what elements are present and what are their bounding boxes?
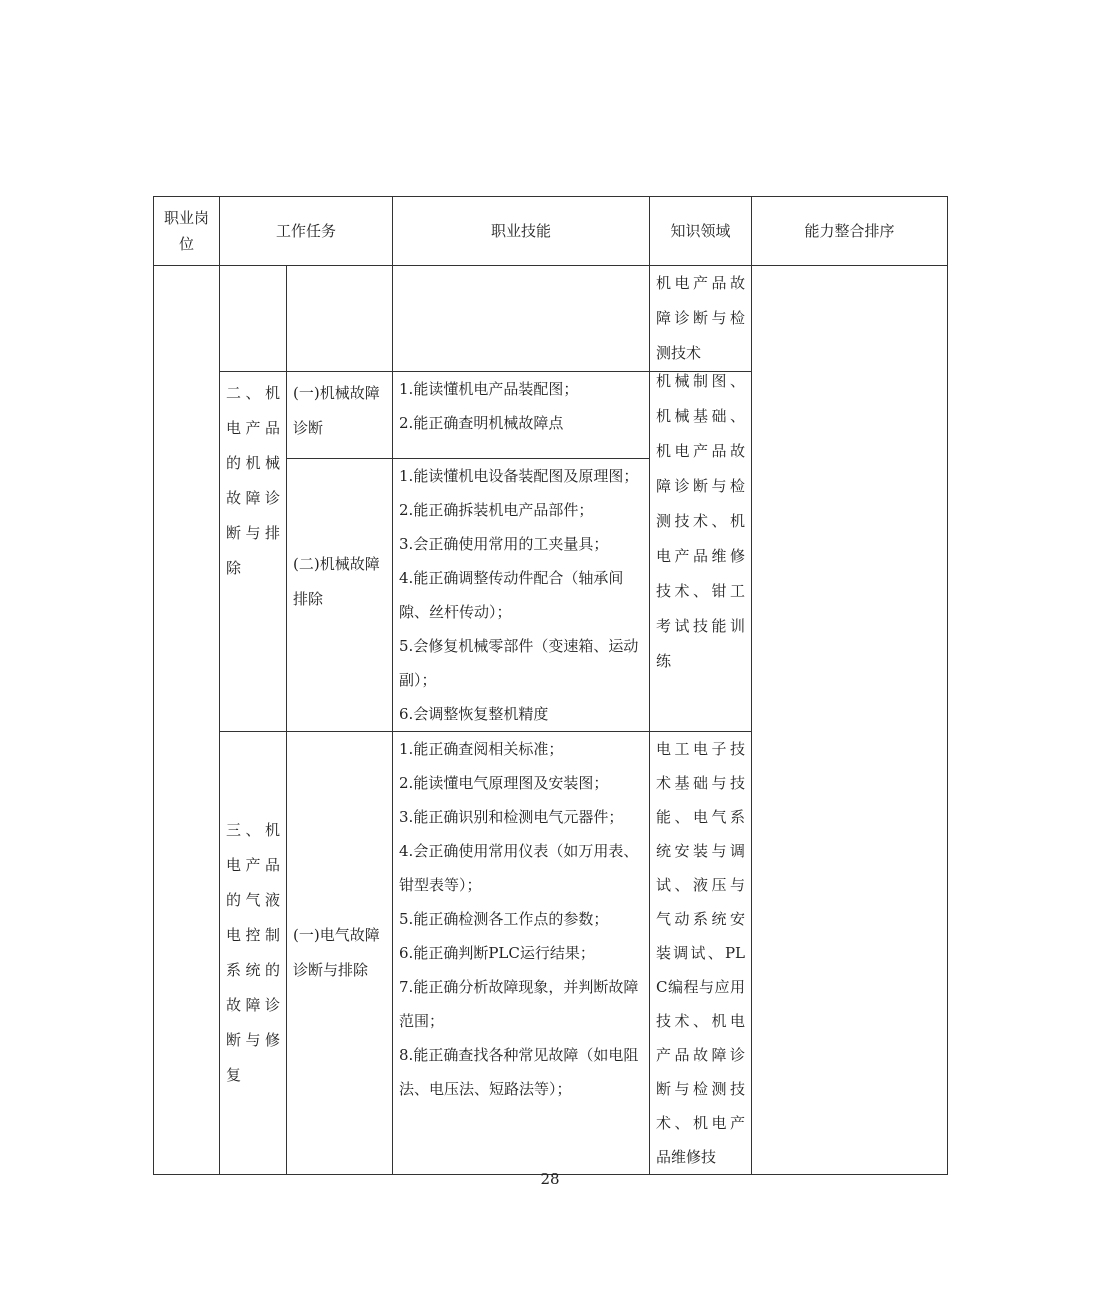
subtask-cell-continuation (287, 266, 393, 372)
position-cell (154, 266, 220, 1175)
skill-item: 7.能正确分析故障现象，并判断故障范围； (399, 978, 639, 1030)
knowledge-cell-group3: 电工电子技术基础与技能、电气系统安装与调试、液压与气动系统安装调试、PLC编程与应用技术、机电产品故障诊断与检测技术、机电产品维修技 (650, 732, 752, 1175)
skill-item: 5.能正确检测各工作点的参数； (399, 910, 609, 928)
table-row-continuation (154, 266, 948, 372)
task-cell-group2: 二、机电产品的机械故障诊断与排除 (220, 372, 287, 732)
header-ranking: 能力整合排序 (752, 197, 948, 266)
skills-cell-continuation (393, 266, 650, 372)
skills-cell-mech-diagnosis (393, 372, 650, 459)
skill-item: 3.能正确识别和检测电气元器件； (399, 808, 624, 826)
subtask-cell-mech-diagnosis: (一)机械故障诊断 (287, 372, 393, 459)
subtask-cell-electric: (一)电气故障诊断与排除 (287, 732, 393, 1175)
skill-item: 5.会修复机械零部件（变速箱、运动副）； (399, 637, 639, 689)
skill-item: 6.能正确判断PLC运行结果； (399, 944, 595, 962)
header-position: 职业岗位 (154, 197, 220, 266)
skill-item: 4.会正确使用常用仪表（如万用表、钳型表等）； (399, 842, 639, 894)
skills-cell-mech-repair (393, 459, 650, 732)
skill-item: 8.能正确查找各种常见故障（如电阻法、电压法、短路法等）； (399, 1046, 639, 1098)
subtask-cell-mech-repair: (二)机械故障排除 (287, 459, 393, 732)
skills-table (153, 196, 948, 1175)
header-work-task: 工作任务 (220, 197, 393, 266)
table-header-row (154, 197, 948, 266)
skill-item: 2.能读懂电气原理图及安装图； (399, 774, 609, 792)
skill-item: 1.能正确查阅相关标准； (399, 740, 564, 758)
skill-item: 6.会调整恢复整机精度 (399, 705, 549, 723)
skill-item: 1.能读懂机电产品装配图； (399, 380, 579, 398)
header-knowledge: 知识领域 (650, 197, 752, 266)
skill-item: 2.能正确查明机械故障点 (399, 414, 564, 432)
knowledge-cell-group2: 机械制图、机械基础、机电产品故障诊断与检测技术、机电产品维修技术、钳工考试技能训练 (650, 372, 752, 732)
task-cell-group3: 三、机电产品的气液电控制系统的故障诊断与修复 (220, 732, 287, 1175)
page-number: 28 (540, 1170, 560, 1188)
skill-item: 4.能正确调整传动件配合（轴承间隙、丝杆传动）； (399, 569, 624, 621)
task-cell-continuation (220, 266, 287, 372)
skill-item: 1.能读懂机电设备装配图及原理图； (399, 467, 639, 485)
skill-item: 3.会正确使用常用的工夹量具； (399, 535, 609, 553)
skill-item: 2.能正确拆装机电产品部件； (399, 501, 594, 519)
header-skills: 职业技能 (393, 197, 650, 266)
skills-cell-electric (393, 732, 650, 1175)
knowledge-cell-continuation: 机电产品故障诊断与检测技术 (650, 266, 752, 372)
ranking-cell (752, 266, 948, 1175)
